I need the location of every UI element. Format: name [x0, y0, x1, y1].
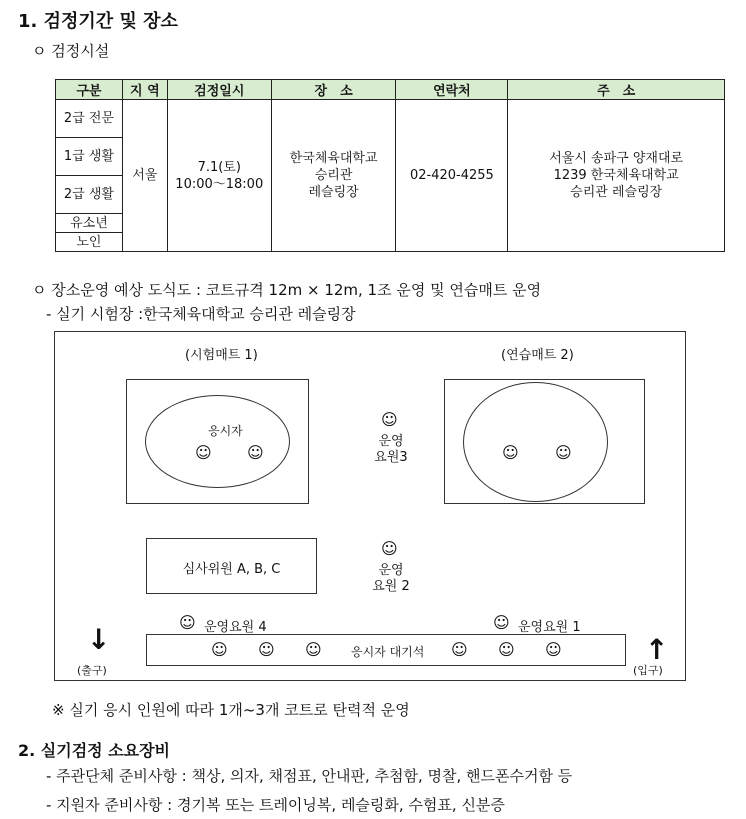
- staff4-icon: ☺: [179, 613, 196, 632]
- entrance-arrow-icon: ↑: [645, 633, 669, 666]
- category-cell: 유소년: [56, 214, 123, 233]
- layout-info-line2: - 실기 시험장 :한국체육대학교 승리관 레슬링장: [46, 305, 356, 323]
- person-icon: ☺: [502, 443, 519, 462]
- header-date: 검정일시: [167, 80, 271, 100]
- address-cell: [508, 100, 725, 252]
- note-text: ※ 실기 응시 인원에 따라 1개~3개 코트로 탄력적 운영: [52, 701, 410, 719]
- mat2-label: (연습매트 2): [501, 348, 574, 363]
- category-cell: 노인: [56, 233, 123, 252]
- header-category: 구분: [56, 80, 123, 100]
- practice-mat-2: [444, 379, 645, 504]
- waiting-label: 응시자 대기석: [351, 645, 425, 659]
- place-cell: [271, 100, 396, 252]
- datetime-cell: [167, 100, 271, 252]
- address-line1: 서울시 송파구 양재대로: [549, 151, 684, 166]
- schedule-table: [55, 79, 725, 252]
- layout-info-line1: ㅇ 장소운영 예상 도식도 : 코트규격 12m × 12m, 1조 운영 및 연습매트 운영: [32, 281, 542, 299]
- section2-item2: - 지원자 준비사항 : 경기복 또는 트레이닝복, 레슬링화, 수험표, 신분증: [46, 796, 505, 814]
- person-icon: ☺: [305, 640, 322, 659]
- place-line2: 승리관: [314, 168, 353, 183]
- staff1-icon: ☺: [493, 613, 510, 632]
- candidate-label: 응시자: [208, 424, 243, 438]
- staff2-line2: 요원 2: [372, 579, 410, 594]
- table-row: [56, 100, 725, 138]
- waiting-area: [146, 634, 626, 666]
- header-region: 지 역: [122, 80, 167, 100]
- person-icon: ☺: [498, 640, 515, 659]
- staff2-icon: ☺: [381, 539, 398, 558]
- section2-title: 2. 실기검정 소요장비: [18, 741, 170, 760]
- exit-label: (출구): [77, 664, 107, 677]
- entrance-label: (입구): [633, 664, 663, 677]
- staff3-line1: 운영: [378, 434, 404, 449]
- region-cell: 서울: [122, 100, 167, 252]
- category-cell: 2급 전문: [56, 100, 123, 138]
- table-header-row: [56, 80, 725, 100]
- header-place: 장 소: [271, 80, 396, 100]
- exam-mat-1: [126, 379, 309, 504]
- address-line3: 승리관 레슬링장: [570, 185, 663, 200]
- mat1-circle: [145, 395, 290, 488]
- staff1-label: 운영요원 1: [518, 620, 581, 635]
- mat1-label: (시험매트 1): [185, 348, 258, 363]
- person-icon: ☺: [211, 640, 228, 659]
- person-icon: ☺: [195, 443, 212, 462]
- date-text: 7.1(토): [197, 159, 241, 175]
- place-line3: 레슬링장: [308, 185, 359, 200]
- staff2-line1: 운영: [378, 563, 404, 578]
- facility-subheading: ㅇ 검정시설: [32, 42, 110, 60]
- header-phone: 연락처: [396, 80, 508, 100]
- section2-item1: - 주관단체 준비사항 : 책상, 의자, 채점표, 안내판, 추첨함, 명찰, 핸드폰수거함 등: [46, 767, 573, 785]
- mat2-circle: [463, 382, 608, 502]
- person-icon: ☺: [247, 443, 264, 462]
- place-line1: 한국체육대학교: [289, 151, 378, 166]
- judges-table: [146, 538, 317, 594]
- category-cell: 1급 생활: [56, 138, 123, 176]
- phone-cell: 02-420-4255: [396, 100, 508, 252]
- staff3-icon: ☺: [381, 410, 398, 429]
- staff3-line2: 요원3: [374, 450, 408, 465]
- person-icon: ☺: [258, 640, 275, 659]
- section1-title: 1. 검정기간 및 장소: [18, 11, 178, 32]
- header-address: 주 소: [508, 80, 725, 100]
- person-icon: ☺: [555, 443, 572, 462]
- staff4-label: 운영요원 4: [204, 620, 267, 635]
- time-text: 10:00～18:00: [175, 176, 264, 192]
- judges-label: 심사위원 A, B, C: [182, 562, 281, 577]
- person-icon: ☺: [451, 640, 468, 659]
- venue-diagram: [54, 331, 686, 681]
- person-icon: ☺: [545, 640, 562, 659]
- address-line2: 1239 한국체육대학교: [553, 168, 679, 183]
- category-cell: 2급 생활: [56, 176, 123, 214]
- exit-arrow-icon: ↓: [87, 623, 111, 656]
